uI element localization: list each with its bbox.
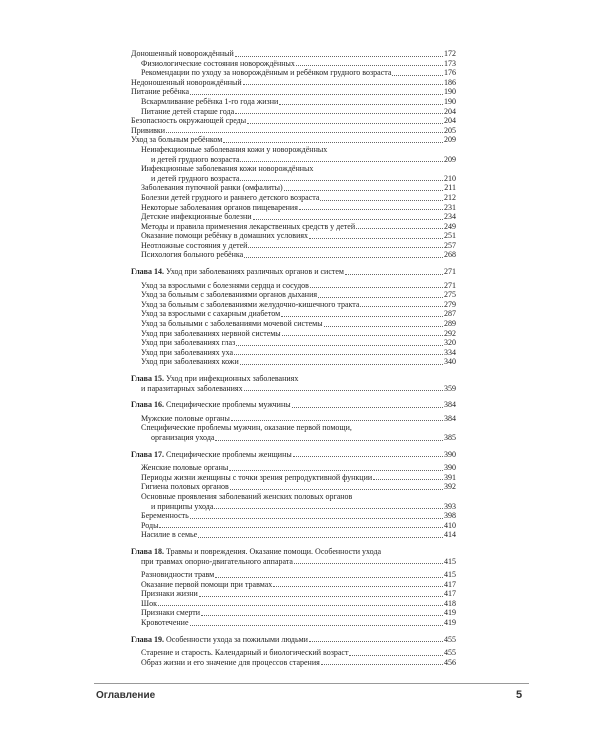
dot-leader — [229, 470, 443, 471]
dot-leader — [324, 326, 443, 327]
toc-entry-label: Гигиена половых органов — [141, 482, 229, 492]
toc-entry-page: 385 — [444, 432, 456, 442]
toc-entry-label: Болезни детей грудного и раннего детского возраста — [141, 192, 320, 202]
toc-entry-row — [141, 414, 456, 424]
chapter-page: 390 — [444, 449, 456, 459]
toc-entry-row — [141, 59, 456, 69]
toc-entry-label: Старение и старость. Календарный и биологический возраст — [141, 648, 349, 658]
toc-entry-page: 231 — [444, 202, 456, 212]
chapter-page: 359 — [444, 383, 456, 393]
chapter-number: Глава 16. — [131, 400, 164, 410]
toc-entry[interactable] — [131, 126, 456, 136]
toc-chapter-block — [131, 635, 456, 668]
toc-entry-row — [141, 338, 456, 348]
toc-entry-row — [141, 222, 456, 232]
chapter-page: 455 — [444, 634, 456, 644]
toc-entry-page: 204 — [444, 106, 456, 116]
toc-entry-label: Беременность — [141, 511, 189, 521]
dot-leader — [190, 94, 443, 95]
dot-leader — [201, 615, 443, 616]
dot-leader — [158, 605, 443, 606]
toc-entry[interactable] — [131, 482, 456, 492]
dot-leader — [159, 527, 443, 528]
toc-entry-row — [141, 97, 456, 107]
toc-entry-label: Уход при заболеваниях кожи — [141, 357, 239, 367]
toc-chapter-block — [131, 400, 456, 442]
toc-entry-page: 456 — [444, 657, 456, 667]
toc-entry-label: Роды — [141, 520, 159, 530]
toc-entry-row — [141, 68, 456, 78]
dot-leader — [236, 345, 443, 346]
dot-leader — [240, 180, 443, 181]
chapter-label — [131, 635, 308, 645]
toc-entry[interactable] — [131, 348, 456, 358]
chapter-number: Глава 14. — [131, 267, 164, 277]
chapter-page: 384 — [444, 400, 456, 410]
toc-entry-page: 419 — [444, 608, 456, 618]
dot-leader — [309, 641, 443, 642]
dot-leader — [281, 316, 443, 317]
toc-entry-row — [141, 648, 456, 658]
toc-entry-row — [141, 618, 456, 628]
toc-entry[interactable] — [131, 222, 456, 232]
toc-entry-row — [141, 502, 456, 512]
toc-entry-label: организация ухода — [151, 432, 215, 442]
toc-entry[interactable] — [131, 414, 456, 424]
dot-leader — [373, 479, 443, 480]
toc-entry-label: Уход при заболеваниях уха — [141, 347, 234, 357]
dot-leader — [244, 390, 443, 391]
toc-entry[interactable] — [131, 570, 456, 580]
toc-entry-row — [141, 570, 456, 580]
chapter-heading-row — [131, 400, 456, 410]
toc-entry-page: 190 — [444, 96, 456, 106]
toc-entry-page: 209 — [444, 154, 456, 164]
toc-entry-label: Признаки смерти — [141, 608, 201, 618]
dot-leader — [190, 518, 443, 519]
toc-entry-label: Доношенный новорождённый — [131, 49, 234, 58]
dot-leader — [279, 104, 443, 105]
toc-entry-row — [141, 241, 456, 251]
toc-entry-label: Уход при заболеваниях глаз — [141, 338, 236, 348]
toc-chapter-block — [131, 374, 456, 393]
dot-leader — [356, 228, 443, 229]
toc-entry-row — [141, 658, 456, 668]
toc-entry[interactable] — [131, 78, 456, 88]
toc-entry-first-line: Основные проявления заболеваний женских половых органов — [141, 491, 353, 501]
dot-leader — [321, 664, 443, 665]
toc-entry[interactable] — [131, 250, 456, 260]
footer-rule — [94, 683, 529, 684]
dot-leader — [299, 209, 443, 210]
toc-entry-label: Уход за больным с заболеваниями органов дыхания — [141, 290, 318, 300]
chapter-heading-first-line — [131, 547, 456, 557]
toc-entry-page: 279 — [444, 299, 456, 309]
chapter-heading[interactable] — [131, 400, 456, 410]
toc-entry-row — [131, 116, 456, 126]
chapter-heading-row — [131, 267, 456, 277]
toc-entry-page: 320 — [444, 338, 456, 348]
toc-entry-page: 186 — [444, 77, 456, 87]
toc-entry[interactable] — [131, 599, 456, 609]
chapter-heading[interactable] — [131, 547, 456, 566]
dot-leader — [243, 84, 443, 85]
dot-leader — [360, 306, 443, 307]
chapter-sections — [131, 281, 456, 367]
chapter-heading-row — [131, 557, 456, 567]
toc-entry-label: Прививки — [131, 125, 166, 135]
toc-entry[interactable] — [131, 463, 456, 473]
toc-entry-label: Детские инфекционные болезни — [141, 212, 252, 222]
toc-entry-label: Некоторые заболевания органов пищеварения — [141, 202, 298, 212]
toc-entry-label: Признаки жизни — [141, 589, 198, 599]
toc-entry-label: Уход за больным с заболеваниями желудочно-кишечного тракта — [141, 299, 360, 309]
toc-entry[interactable] — [131, 319, 456, 329]
dot-leader — [190, 625, 444, 626]
toc-entry-label: Питание ребёнка — [131, 87, 190, 97]
dot-leader — [320, 200, 443, 201]
toc-entry[interactable] — [131, 164, 456, 183]
toc-entry-label: Физиологические состояния новорождённых — [141, 58, 295, 68]
toc-entry-row — [141, 281, 456, 291]
chapter-sections — [131, 463, 456, 540]
toc-entry-label: Уход за больными с заболеваниями мочевой системы — [141, 319, 323, 329]
toc-entry-label: Психология больного ребёнка — [141, 250, 244, 260]
dot-leader — [293, 456, 443, 457]
toc-entry-row — [141, 589, 456, 599]
toc-entry[interactable] — [131, 145, 456, 164]
dot-leader — [392, 75, 443, 76]
toc-entry-label: Разновидности травм — [141, 570, 215, 580]
dot-leader — [235, 113, 443, 114]
toc-entry-page: 257 — [444, 240, 456, 250]
toc-entry-page: 212 — [444, 192, 456, 202]
chapter-title: Особенности ухода за пожилыми людьми — [166, 634, 308, 644]
toc-entry[interactable] — [131, 68, 456, 78]
toc-entry-label: Женские половые органы — [141, 463, 229, 473]
footer-page-number: 5 — [516, 689, 523, 701]
dot-leader — [310, 287, 443, 288]
dot-leader — [223, 142, 443, 143]
dot-leader — [215, 440, 443, 441]
toc-entry-row — [141, 580, 456, 590]
toc-entry-page: 292 — [444, 328, 456, 338]
toc-entry[interactable] — [131, 608, 456, 618]
toc-entry-label: Оказание помощи ребёнку в домашних условиях — [141, 231, 309, 241]
toc-entry-page: 340 — [444, 357, 456, 367]
dot-leader — [244, 257, 443, 258]
footer-section-title: Оглавление — [96, 690, 156, 701]
toc-entry-page: 384 — [444, 413, 456, 423]
toc-entry-row — [141, 599, 456, 609]
toc-entry-label: Рекомендации по уходу за новорождённым и ребёнком грудного возраста — [141, 68, 392, 78]
toc-entry[interactable] — [131, 107, 456, 117]
dot-leader — [215, 577, 443, 578]
toc-entry[interactable] — [131, 492, 456, 511]
toc-entry-label: Заболевания пупочной ранки (омфалиты) — [141, 183, 283, 193]
chapter-number: Глава 18. — [131, 546, 164, 556]
dot-leader — [247, 123, 443, 124]
dot-leader — [234, 354, 443, 355]
dot-leader — [199, 596, 443, 597]
toc-entry[interactable] — [131, 231, 456, 241]
toc-entry-row — [141, 357, 456, 367]
toc-entry[interactable] — [131, 203, 456, 213]
chapter-page: 415 — [444, 556, 456, 566]
toc-entry-first-line: Инфекционные заболевания кожи новорождённых — [141, 164, 314, 174]
dot-leader — [284, 190, 444, 191]
toc-entry-row — [141, 348, 456, 358]
toc-entry[interactable] — [131, 193, 456, 203]
chapter-heading-row — [131, 635, 456, 645]
toc-entry-page: 268 — [444, 250, 456, 260]
dot-leader — [248, 247, 443, 248]
toc-entry[interactable] — [131, 290, 456, 300]
toc-entry[interactable] — [131, 135, 456, 145]
toc-entry-page: 418 — [444, 598, 456, 608]
toc-entry-page: 287 — [444, 309, 456, 319]
chapter-number: Глава 17. — [131, 449, 164, 459]
dot-leader — [309, 238, 443, 239]
toc-entry[interactable] — [131, 59, 456, 69]
toc-entry-row — [141, 212, 456, 222]
toc-entry-row — [141, 482, 456, 492]
toc-entry-page: 251 — [444, 231, 456, 241]
toc-entry[interactable] — [131, 97, 456, 107]
toc-entry[interactable] — [131, 49, 456, 59]
toc-entry-label: Вскармливание ребёнка 1-го года жизни — [141, 96, 279, 106]
table-of-contents — [131, 49, 456, 667]
toc-entry-page: 334 — [444, 347, 456, 357]
toc-entry-page: 176 — [444, 68, 456, 78]
toc-entry[interactable] — [131, 183, 456, 193]
toc-entry-row — [141, 203, 456, 213]
toc-entry-page: 211 — [444, 183, 456, 193]
toc-entry-row — [141, 309, 456, 319]
chapter-heading[interactable] — [131, 635, 456, 645]
toc-entry-page: 210 — [444, 173, 456, 183]
chapter-sections — [131, 414, 456, 443]
toc-entry-page: 289 — [444, 319, 456, 329]
toc-entry[interactable] — [131, 329, 456, 339]
dot-leader — [230, 489, 443, 490]
dot-leader — [292, 407, 443, 408]
toc-entry[interactable] — [131, 423, 456, 442]
toc-entry-page: 204 — [444, 116, 456, 126]
toc-entry-label: Безопасность окружающей среды — [131, 116, 247, 126]
toc-entry-label: Уход за взрослыми с сахарным диабетом — [141, 309, 281, 319]
toc-entry-row — [141, 433, 456, 443]
toc-entry-row — [141, 319, 456, 329]
toc-entry-row — [131, 49, 456, 59]
toc-entry-page: 205 — [444, 125, 456, 135]
toc-entry-row — [141, 329, 456, 339]
dot-leader — [253, 219, 443, 220]
dot-leader — [166, 132, 443, 133]
toc-entry[interactable] — [131, 530, 456, 540]
toc-entry-label: Образ жизни и его значение для процессов старения — [141, 657, 320, 667]
toc-entry-row — [141, 290, 456, 300]
toc-chapter-block — [131, 450, 456, 540]
toc-entry-page: 275 — [444, 290, 456, 300]
toc-entry-label: Мужские половые органы — [141, 413, 230, 423]
toc-entry[interactable] — [131, 87, 456, 97]
toc-entry-label: Оказание первой помощи при травмах — [141, 579, 273, 589]
toc-entry-label: Недоношенный новорождённый — [131, 77, 242, 87]
toc-entry-row — [141, 231, 456, 241]
dot-leader — [318, 297, 443, 298]
toc-entry-page: 209 — [444, 135, 456, 145]
toc-entry-row — [141, 530, 456, 540]
toc-entry-row — [141, 155, 456, 165]
toc-entry[interactable] — [131, 511, 456, 521]
toc-entry-row — [131, 135, 456, 145]
toc-entry[interactable] — [131, 618, 456, 628]
toc-entry[interactable] — [131, 212, 456, 222]
toc-entry-label: Уход за взрослыми с болезнями сердца и сосудов — [141, 280, 309, 290]
dot-leader — [240, 161, 443, 162]
toc-entry-first-line: Специфические проблемы мужчин, оказание первой помощи, — [141, 423, 352, 433]
toc-entry-label: и принципы ухода — [151, 501, 214, 511]
dot-leader — [345, 274, 443, 275]
toc-entry-row — [141, 300, 456, 310]
chapter-title: Травмы и повреждения. Оказание помощи. Особенности ухода — [166, 546, 382, 556]
dot-leader — [214, 508, 443, 509]
toc-entry-page: 173 — [444, 58, 456, 68]
toc-entry-page: 249 — [444, 221, 456, 231]
toc-entry-page: 393 — [444, 501, 456, 511]
toc-entry[interactable] — [131, 281, 456, 291]
toc-entry-page: 390 — [444, 463, 456, 473]
toc-entry[interactable] — [131, 241, 456, 251]
toc-entry-label: Неотложные состояния у детей — [141, 240, 248, 250]
toc-entry-row — [141, 174, 456, 184]
toc-entry[interactable] — [131, 648, 456, 658]
toc-entry-page: 392 — [444, 482, 456, 492]
chapter-label — [131, 450, 292, 460]
chapter-title-continued: и паразитарных заболеваниях — [141, 383, 243, 393]
chapter-title: Уход при заболеваниях различных органов и систем — [166, 267, 344, 277]
toc-entry[interactable] — [131, 473, 456, 483]
toc-entry-page: 417 — [444, 579, 456, 589]
toc-entry-first-line: Неинфекционные заболевания кожи у новорождённых — [141, 144, 328, 154]
chapter-title: Специфические проблемы мужчины — [166, 400, 291, 410]
toc-entry-page: 190 — [444, 87, 456, 97]
toc-entry-page: 419 — [444, 618, 456, 628]
toc-entry-label: и детей грудного возраста — [151, 154, 240, 164]
toc-entry-row — [131, 126, 456, 136]
toc-entry-page: 415 — [444, 570, 456, 580]
toc-entry[interactable] — [131, 300, 456, 310]
toc-entry-label: Шок — [141, 598, 157, 608]
dot-leader — [198, 537, 443, 538]
toc-entry-label: и детей грудного возраста — [151, 173, 240, 183]
toc-entry-page: 414 — [444, 530, 456, 540]
toc-entry-page: 234 — [444, 212, 456, 222]
toc-entry[interactable] — [131, 580, 456, 590]
toc-entry-page: 391 — [444, 472, 456, 482]
chapter-heading[interactable] — [131, 450, 456, 460]
toc-entry[interactable] — [131, 521, 456, 531]
toc-entry-row — [141, 107, 456, 117]
dot-leader — [235, 56, 443, 57]
chapter-sections — [131, 570, 456, 628]
toc-entry-label: Методы и правила применения лекарственных средств у детей — [141, 221, 356, 231]
toc-entry-row — [141, 521, 456, 531]
toc-chapter-block — [131, 547, 456, 628]
dot-leader — [231, 420, 443, 421]
toc-entry-label: Уход при заболеваниях нервной системы — [141, 328, 281, 338]
dot-leader — [296, 65, 443, 66]
toc-entry[interactable] — [131, 589, 456, 599]
toc-entry[interactable] — [131, 116, 456, 126]
toc-entry-label: Питание детей старше года — [141, 106, 235, 116]
toc-entry-page: 398 — [444, 511, 456, 521]
chapter-label — [131, 400, 291, 410]
toc-entry[interactable] — [131, 658, 456, 668]
dot-leader — [273, 586, 443, 587]
toc-entry-label: Кровотечение — [141, 618, 189, 628]
toc-entry-row — [141, 250, 456, 260]
toc-entry-row — [141, 183, 456, 193]
dot-leader — [282, 335, 443, 336]
toc-entry-label: Уход за больным ребёнком — [131, 135, 223, 145]
chapter-number: Глава 15. — [131, 374, 164, 383]
toc-entry-page: 455 — [444, 648, 456, 658]
toc-entry-page: 271 — [444, 280, 456, 290]
dot-leader — [349, 655, 443, 656]
dot-leader — [294, 563, 443, 564]
chapter-heading[interactable] — [131, 374, 456, 393]
toc-entry-row — [141, 473, 456, 483]
toc-entry-row — [141, 511, 456, 521]
toc-entry-row — [141, 608, 456, 618]
toc-entry-page: 410 — [444, 520, 456, 530]
toc-entry-row — [141, 463, 456, 473]
chapter-heading-first-line — [131, 374, 456, 384]
chapter-label — [131, 267, 344, 277]
chapter-title-continued: при травмах опорно-двигательного аппарата — [141, 556, 293, 566]
toc-entry[interactable] — [131, 338, 456, 348]
chapter-sections — [131, 648, 456, 667]
toc-entry-row — [131, 87, 456, 97]
toc-entry-row — [141, 193, 456, 203]
toc-entry-label: Насилие в семье — [141, 530, 198, 540]
toc-entry-label: Периоды жизни женщины с точки зрения репродуктивной функции — [141, 472, 373, 482]
chapter-page: 271 — [444, 267, 456, 277]
chapter-number: Глава 19. — [131, 634, 164, 644]
chapter-heading[interactable] — [131, 267, 456, 277]
chapter-heading-row — [131, 450, 456, 460]
toc-entry[interactable] — [131, 309, 456, 319]
toc-entry-page: 172 — [444, 49, 456, 58]
chapter-heading-row — [131, 384, 456, 394]
toc-entry-page: 417 — [444, 589, 456, 599]
toc-entry[interactable] — [131, 357, 456, 367]
chapter-title: Уход при инфекционных заболеваниях — [166, 374, 299, 383]
toc-entry-row — [131, 78, 456, 88]
chapter-title: Специфические проблемы женщины — [166, 449, 292, 459]
toc-chapter-block — [131, 267, 456, 367]
dot-leader — [240, 364, 443, 365]
